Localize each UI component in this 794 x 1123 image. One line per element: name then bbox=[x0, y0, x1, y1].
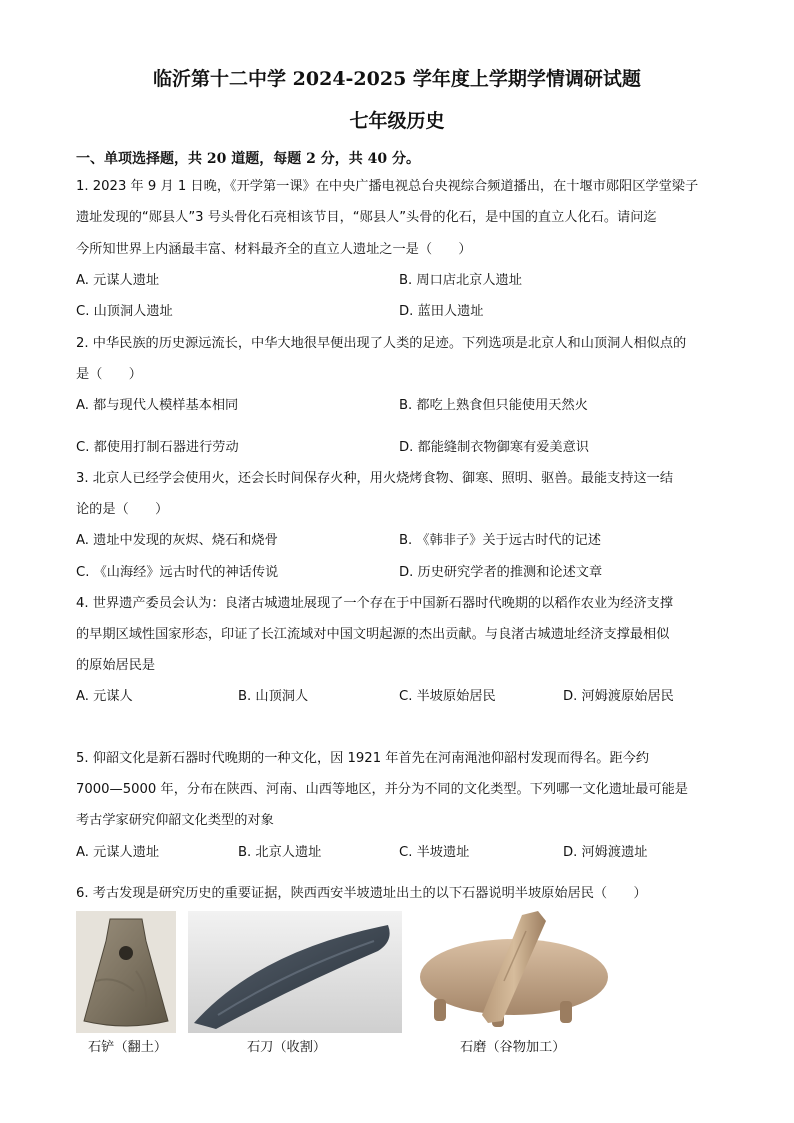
question-5-option-d[interactable]: D. 河姆渡遗址 bbox=[563, 845, 648, 860]
question-5-option-c[interactable]: C. 半坡遗址 bbox=[399, 845, 470, 860]
question-3-line-1: 3. 北京人已经学会使用火，还会长时间保存火种，用火烧烤食物、御寒、照明、驱兽。最能支持这一结 bbox=[76, 471, 674, 486]
stone-mill-icon bbox=[414, 911, 612, 1033]
question-5-line-3: 考古学家研究仰韶文化类型的对象 bbox=[76, 813, 274, 828]
stone-knife-icon bbox=[188, 911, 402, 1033]
figure-caption-knife: 石刀（收割） bbox=[247, 1040, 327, 1055]
question-3-option-a[interactable]: A. 遗址中发现的灰烬、烧石和烧骨 bbox=[76, 533, 278, 548]
question-2-option-a[interactable]: A. 都与现代人模样基本相同 bbox=[76, 398, 239, 413]
question-1-line-1: 1. 2023 年 9 月 1 日晚，《开学第一课》在中央广播电视总台央视综合频道播出，在十堰市郧阳区学堂梁子 bbox=[76, 179, 699, 194]
question-3-option-c[interactable]: C. 《山海经》远古时代的神话传说 bbox=[76, 565, 279, 580]
stone-knife-photo bbox=[188, 911, 402, 1033]
question-4-option-d[interactable]: D. 河姆渡原始居民 bbox=[563, 689, 674, 704]
question-1-option-a[interactable]: A. 元谋人遗址 bbox=[76, 273, 160, 288]
question-4-line-3: 的原始居民是 bbox=[76, 658, 156, 673]
question-3-option-d[interactable]: D. 历史研究学者的推测和论述文章 bbox=[399, 565, 603, 580]
question-3-line-2: 论的是（ ） bbox=[76, 502, 169, 517]
exam-title: 临沂第十二中学 2024-2025 学年度上学期学情调研试题 bbox=[153, 68, 641, 90]
question-5-option-b[interactable]: B. 北京人遗址 bbox=[238, 845, 322, 860]
stone-mill-photo bbox=[414, 911, 612, 1033]
question-2-line-2: 是（ ） bbox=[76, 367, 142, 382]
question-2-option-c[interactable]: C. 都使用打制石器进行劳动 bbox=[76, 440, 239, 455]
question-2-option-d[interactable]: D. 都能缝制衣物御寒有爱美意识 bbox=[399, 440, 589, 455]
question-2-line-1: 2. 中华民族的历史源远流长，中华大地很早便出现了人类的足迹。下列选项是北京人和山顶洞人相似点的 bbox=[76, 336, 687, 351]
stone-spade-icon bbox=[76, 911, 176, 1033]
question-5-option-a[interactable]: A. 元谋人遗址 bbox=[76, 845, 160, 860]
question-4-option-b[interactable]: B. 山顶洞人 bbox=[238, 689, 309, 704]
figure-caption-mill: 石磨（谷物加工） bbox=[460, 1040, 566, 1055]
question-2-option-b[interactable]: B. 都吃上熟食但只能使用天然火 bbox=[399, 398, 588, 413]
question-4-option-c[interactable]: C. 半坡原始居民 bbox=[399, 689, 496, 704]
question-4-line-2: 的早期区域性国家形态，印证了长江流域对中国文明起源的杰出贡献。与良渚古城遗址经济支撑最相似 bbox=[76, 627, 670, 642]
question-5-line-1: 5. 仰韶文化是新石器时代晚期的一种文化，因 1921 年首先在河南渑池仰韶村发现而得名。距今约 bbox=[76, 751, 650, 766]
question-5-line-2: 7000—5000 年，分布在陕西、河南、山西等地区，并分为不同的文化类型。下列哪一文化遗址最可能是 bbox=[76, 782, 688, 797]
question-1-line-2: 遗址发现的“郧县人”3 号头骨化石亮相该节目，“郧县人”头骨的化石，是中国的直立人化石。请问迄 bbox=[76, 210, 657, 225]
question-4-line-1: 4. 世界遗产委员会认为：良渚古城遗址展现了一个存在于中国新石器时代晚期的以稻作农业为经济支撑 bbox=[76, 596, 674, 611]
question-3-option-b[interactable]: B. 《韩非子》关于远古时代的记述 bbox=[399, 533, 602, 548]
question-4-option-a[interactable]: A. 元谋人 bbox=[76, 689, 133, 704]
exam-subtitle: 七年级历史 bbox=[349, 110, 445, 132]
question-1-line-3: 今所知世界上内涵最丰富、材料最齐全的直立人遗址之一是（ ） bbox=[76, 242, 472, 257]
section-heading: 一、单项选择题，共 20 道题，每题 2 分，共 40 分。 bbox=[76, 151, 420, 167]
question-1-option-d[interactable]: D. 蓝田人遗址 bbox=[399, 304, 484, 319]
question-6-line-1: 6. 考古发现是研究历史的重要证据，陕西西安半坡遗址出土的以下石器说明半坡原始居民（ ） bbox=[76, 886, 647, 901]
stone-spade-photo bbox=[76, 911, 176, 1033]
question-1-option-c[interactable]: C. 山顶洞人遗址 bbox=[76, 304, 173, 319]
figure-caption-spade: 石铲（翻土） bbox=[88, 1040, 168, 1055]
question-1-option-b[interactable]: B. 周口店北京人遗址 bbox=[399, 273, 522, 288]
